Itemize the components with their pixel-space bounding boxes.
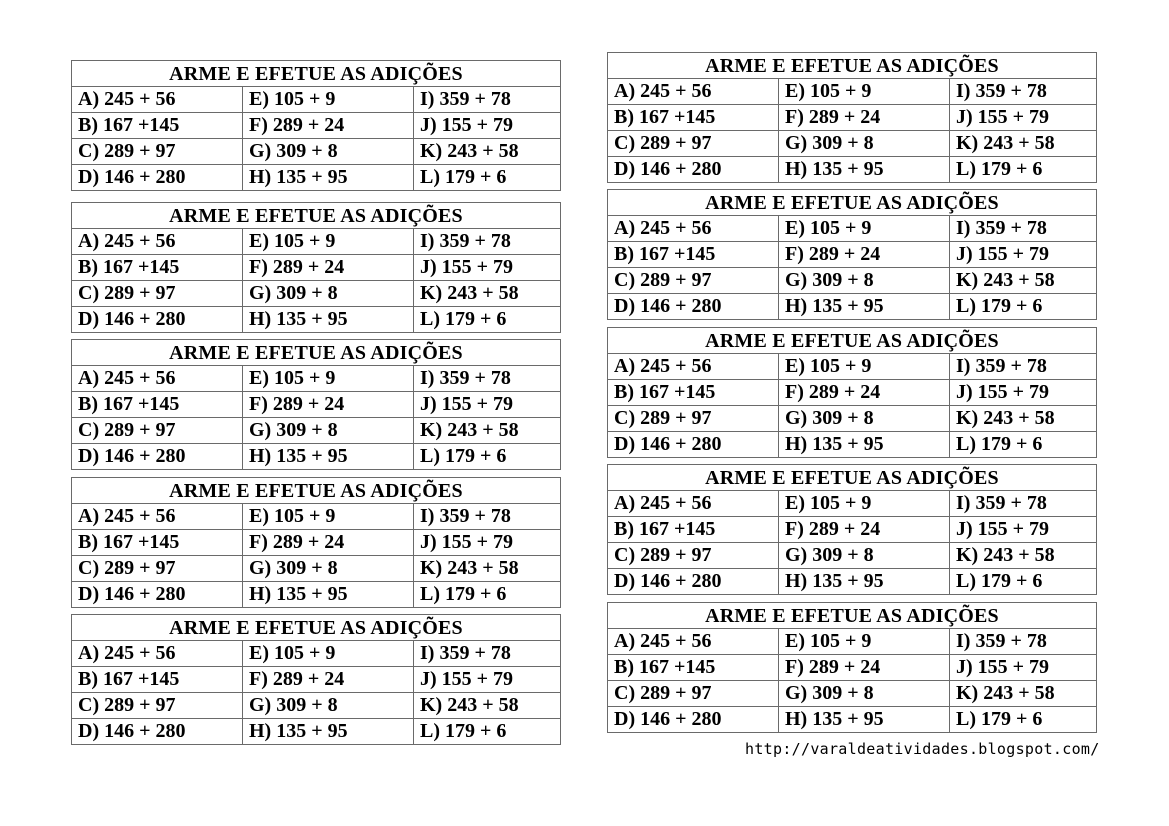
card-title: ARME E EFETUE AS ADIÇÕES	[608, 465, 1096, 491]
addition-problem: G) 309 + 8	[243, 139, 414, 165]
addition-problem: E) 105 + 9	[779, 216, 950, 242]
exercise-row	[72, 366, 560, 392]
exercise-row	[608, 681, 1096, 707]
exercise-grid	[608, 354, 1096, 457]
addition-problem: H) 135 + 95	[779, 707, 950, 733]
addition-problem: F) 289 + 24	[243, 113, 414, 139]
exercise-row	[608, 157, 1096, 183]
exercise-row	[608, 491, 1096, 517]
exercise-row	[72, 693, 560, 719]
addition-problem: A) 245 + 56	[608, 354, 779, 380]
exercise-grid	[608, 491, 1096, 594]
addition-problem: J) 155 + 79	[950, 380, 1097, 406]
addition-problem: H) 135 + 95	[243, 719, 414, 745]
card-title: ARME E EFETUE AS ADIÇÕES	[72, 61, 560, 87]
addition-problem: H) 135 + 95	[243, 307, 414, 333]
addition-problem: C) 289 + 97	[72, 281, 243, 307]
exercise-grid	[608, 216, 1096, 319]
addition-problem: G) 309 + 8	[243, 556, 414, 582]
addition-problem: H) 135 + 95	[243, 444, 414, 470]
addition-problem: G) 309 + 8	[779, 268, 950, 294]
exercise-card-8	[607, 327, 1097, 458]
addition-problem: B) 167 +145	[72, 530, 243, 556]
addition-problem: F) 289 + 24	[779, 242, 950, 268]
exercise-grid	[608, 629, 1096, 732]
addition-problem: L) 179 + 6	[420, 720, 507, 742]
exercise-row	[608, 380, 1096, 406]
addition-problem: I) 359 + 78	[414, 641, 561, 667]
addition-problem: I) 359 + 78	[414, 87, 561, 113]
exercise-row	[608, 517, 1096, 543]
exercise-row	[72, 307, 560, 333]
exercise-grid	[72, 504, 560, 607]
addition-problem: K) 243 + 58	[414, 418, 561, 444]
exercise-row	[72, 444, 560, 470]
exercise-grid	[72, 87, 560, 190]
exercise-row	[72, 641, 560, 667]
addition-problem: J) 155 + 79	[414, 392, 561, 418]
card-title: ARME E EFETUE AS ADIÇÕES	[608, 53, 1096, 79]
exercise-grid	[72, 229, 560, 332]
addition-problem: K) 243 + 58	[414, 693, 561, 719]
exercise-row	[72, 281, 560, 307]
addition-problem: B) 167 +145	[608, 242, 779, 268]
addition-problem: A) 245 + 56	[608, 79, 779, 105]
addition-problem: G) 309 + 8	[243, 693, 414, 719]
addition-problem: G) 309 + 8	[243, 418, 414, 444]
addition-problem: F) 289 + 24	[243, 667, 414, 693]
addition-problem: F) 289 + 24	[243, 392, 414, 418]
exercise-row	[608, 294, 1096, 320]
addition-problem: E) 105 + 9	[243, 366, 414, 392]
exercise-row	[608, 406, 1096, 432]
addition-problem: C) 289 + 97	[608, 131, 779, 157]
addition-problem: L) 179 + 6	[420, 308, 507, 330]
addition-problem: B) 167 +145	[72, 392, 243, 418]
addition-problem: D) 146 + 280	[608, 294, 779, 320]
addition-problem: F) 289 + 24	[243, 255, 414, 281]
addition-problem: E) 105 + 9	[779, 491, 950, 517]
exercise-row	[608, 131, 1096, 157]
addition-problem: K) 243 + 58	[414, 281, 561, 307]
addition-problem: I) 359 + 78	[950, 491, 1097, 517]
exercise-card-10	[607, 602, 1097, 733]
exercise-grid	[72, 366, 560, 469]
card-title: ARME E EFETUE AS ADIÇÕES	[608, 328, 1096, 354]
exercise-row	[608, 543, 1096, 569]
addition-problem: H) 135 + 95	[779, 294, 950, 320]
addition-problem: J) 155 + 79	[950, 242, 1097, 268]
addition-problem: C) 289 + 97	[608, 681, 779, 707]
addition-problem: L) 179 + 6	[956, 295, 1043, 317]
exercise-row	[72, 418, 560, 444]
addition-problem: D) 146 + 280	[72, 444, 243, 470]
addition-problem: B) 167 +145	[72, 255, 243, 281]
exercise-row	[608, 432, 1096, 458]
addition-problem: K) 243 + 58	[950, 406, 1097, 432]
addition-problem: A) 245 + 56	[72, 641, 243, 667]
exercise-row	[608, 105, 1096, 131]
addition-problem: H) 135 + 95	[779, 157, 950, 183]
exercise-row	[608, 629, 1096, 655]
addition-problem: I) 359 + 78	[950, 216, 1097, 242]
addition-problem: J) 155 + 79	[414, 255, 561, 281]
addition-problem: A) 245 + 56	[72, 229, 243, 255]
addition-problem: C) 289 + 97	[608, 406, 779, 432]
exercise-row	[72, 556, 560, 582]
addition-problem: C) 289 + 97	[608, 543, 779, 569]
addition-problem: I) 359 + 78	[950, 79, 1097, 105]
addition-problem: I) 359 + 78	[414, 229, 561, 255]
addition-problem: C) 289 + 97	[72, 139, 243, 165]
addition-problem: J) 155 + 79	[950, 655, 1097, 681]
exercise-row	[72, 392, 560, 418]
addition-problem: D) 146 + 280	[72, 165, 243, 191]
addition-problem: K) 243 + 58	[414, 139, 561, 165]
exercise-row	[72, 504, 560, 530]
addition-problem: B) 167 +145	[72, 667, 243, 693]
exercise-row	[72, 582, 560, 608]
addition-problem: C) 289 + 97	[72, 418, 243, 444]
addition-problem: D) 146 + 280	[608, 432, 779, 458]
addition-problem: G) 309 + 8	[779, 543, 950, 569]
exercise-card-1	[71, 60, 561, 191]
exercise-row	[608, 268, 1096, 294]
addition-problem: L) 179 + 6	[420, 445, 507, 467]
addition-problem: L) 179 + 6	[956, 433, 1043, 455]
card-title: ARME E EFETUE AS ADIÇÕES	[608, 603, 1096, 629]
exercise-card-4	[71, 477, 561, 608]
addition-problem: F) 289 + 24	[779, 380, 950, 406]
exercise-card-2	[71, 202, 561, 333]
addition-problem: J) 155 + 79	[414, 667, 561, 693]
addition-problem: K) 243 + 58	[950, 268, 1097, 294]
addition-problem: F) 289 + 24	[779, 105, 950, 131]
addition-problem: B) 167 +145	[608, 655, 779, 681]
exercise-card-9	[607, 464, 1097, 595]
exercise-row	[72, 719, 560, 745]
exercise-row	[608, 242, 1096, 268]
addition-problem: L) 179 + 6	[420, 166, 507, 188]
addition-problem: L) 179 + 6	[420, 583, 507, 605]
exercise-row	[608, 354, 1096, 380]
addition-problem: C) 289 + 97	[72, 556, 243, 582]
addition-problem: D) 146 + 280	[72, 582, 243, 608]
exercise-card-5	[71, 614, 561, 745]
exercise-row	[72, 87, 560, 113]
exercise-row	[72, 165, 560, 191]
card-title: ARME E EFETUE AS ADIÇÕES	[72, 615, 560, 641]
exercise-row	[72, 255, 560, 281]
exercise-grid	[608, 79, 1096, 182]
addition-problem: E) 105 + 9	[779, 79, 950, 105]
addition-problem: G) 309 + 8	[779, 406, 950, 432]
addition-problem: A) 245 + 56	[72, 504, 243, 530]
addition-problem: E) 105 + 9	[243, 229, 414, 255]
addition-problem: B) 167 +145	[72, 113, 243, 139]
addition-problem: L) 179 + 6	[956, 158, 1043, 180]
exercise-row	[72, 530, 560, 556]
addition-problem: I) 359 + 78	[414, 366, 561, 392]
addition-problem: J) 155 + 79	[950, 105, 1097, 131]
exercise-row	[608, 655, 1096, 681]
exercise-row	[608, 569, 1096, 595]
exercise-row	[72, 113, 560, 139]
exercise-row	[72, 667, 560, 693]
addition-problem: H) 135 + 95	[243, 165, 414, 191]
addition-problem: L) 179 + 6	[956, 570, 1043, 592]
addition-problem: J) 155 + 79	[414, 530, 561, 556]
addition-problem: K) 243 + 58	[950, 131, 1097, 157]
addition-problem: F) 289 + 24	[779, 655, 950, 681]
exercise-row	[72, 229, 560, 255]
exercise-row	[72, 139, 560, 165]
addition-problem: K) 243 + 58	[414, 556, 561, 582]
addition-problem: K) 243 + 58	[950, 681, 1097, 707]
addition-problem: D) 146 + 280	[608, 157, 779, 183]
addition-problem: A) 245 + 56	[72, 366, 243, 392]
addition-problem: A) 245 + 56	[72, 87, 243, 113]
addition-problem: F) 289 + 24	[243, 530, 414, 556]
addition-problem: A) 245 + 56	[608, 491, 779, 517]
addition-problem: G) 309 + 8	[779, 681, 950, 707]
addition-problem: E) 105 + 9	[243, 641, 414, 667]
addition-problem: G) 309 + 8	[243, 281, 414, 307]
addition-problem: I) 359 + 78	[950, 629, 1097, 655]
addition-problem: J) 155 + 79	[414, 113, 561, 139]
card-title: ARME E EFETUE AS ADIÇÕES	[608, 190, 1096, 216]
addition-problem: E) 105 + 9	[779, 629, 950, 655]
exercise-grid	[72, 641, 560, 744]
addition-problem: C) 289 + 97	[72, 693, 243, 719]
addition-problem: B) 167 +145	[608, 105, 779, 131]
exercise-row	[608, 79, 1096, 105]
exercise-card-3	[71, 339, 561, 470]
addition-problem: K) 243 + 58	[950, 543, 1097, 569]
addition-problem: E) 105 + 9	[779, 354, 950, 380]
addition-problem: J) 155 + 79	[950, 517, 1097, 543]
card-title: ARME E EFETUE AS ADIÇÕES	[72, 478, 560, 504]
addition-problem: D) 146 + 280	[72, 719, 243, 745]
addition-problem: B) 167 +145	[608, 380, 779, 406]
addition-problem: B) 167 +145	[608, 517, 779, 543]
exercise-card-7	[607, 189, 1097, 320]
footer-url: http://varaldeatividades.blogspot.com/	[745, 740, 1100, 758]
exercise-row	[608, 707, 1096, 733]
addition-problem: C) 289 + 97	[608, 268, 779, 294]
addition-problem: A) 245 + 56	[608, 629, 779, 655]
addition-problem: I) 359 + 78	[414, 504, 561, 530]
addition-problem: H) 135 + 95	[243, 582, 414, 608]
addition-problem: D) 146 + 280	[608, 569, 779, 595]
addition-problem: D) 146 + 280	[72, 307, 243, 333]
addition-problem: D) 146 + 280	[608, 707, 779, 733]
addition-problem: E) 105 + 9	[243, 87, 414, 113]
addition-problem: L) 179 + 6	[956, 708, 1043, 730]
addition-problem: H) 135 + 95	[779, 432, 950, 458]
exercise-card-6	[607, 52, 1097, 183]
addition-problem: I) 359 + 78	[950, 354, 1097, 380]
addition-problem: G) 309 + 8	[779, 131, 950, 157]
exercise-row	[608, 216, 1096, 242]
addition-problem: E) 105 + 9	[243, 504, 414, 530]
card-title: ARME E EFETUE AS ADIÇÕES	[72, 340, 560, 366]
card-title: ARME E EFETUE AS ADIÇÕES	[72, 203, 560, 229]
addition-problem: H) 135 + 95	[779, 569, 950, 595]
addition-problem: A) 245 + 56	[608, 216, 779, 242]
addition-problem: F) 289 + 24	[779, 517, 950, 543]
